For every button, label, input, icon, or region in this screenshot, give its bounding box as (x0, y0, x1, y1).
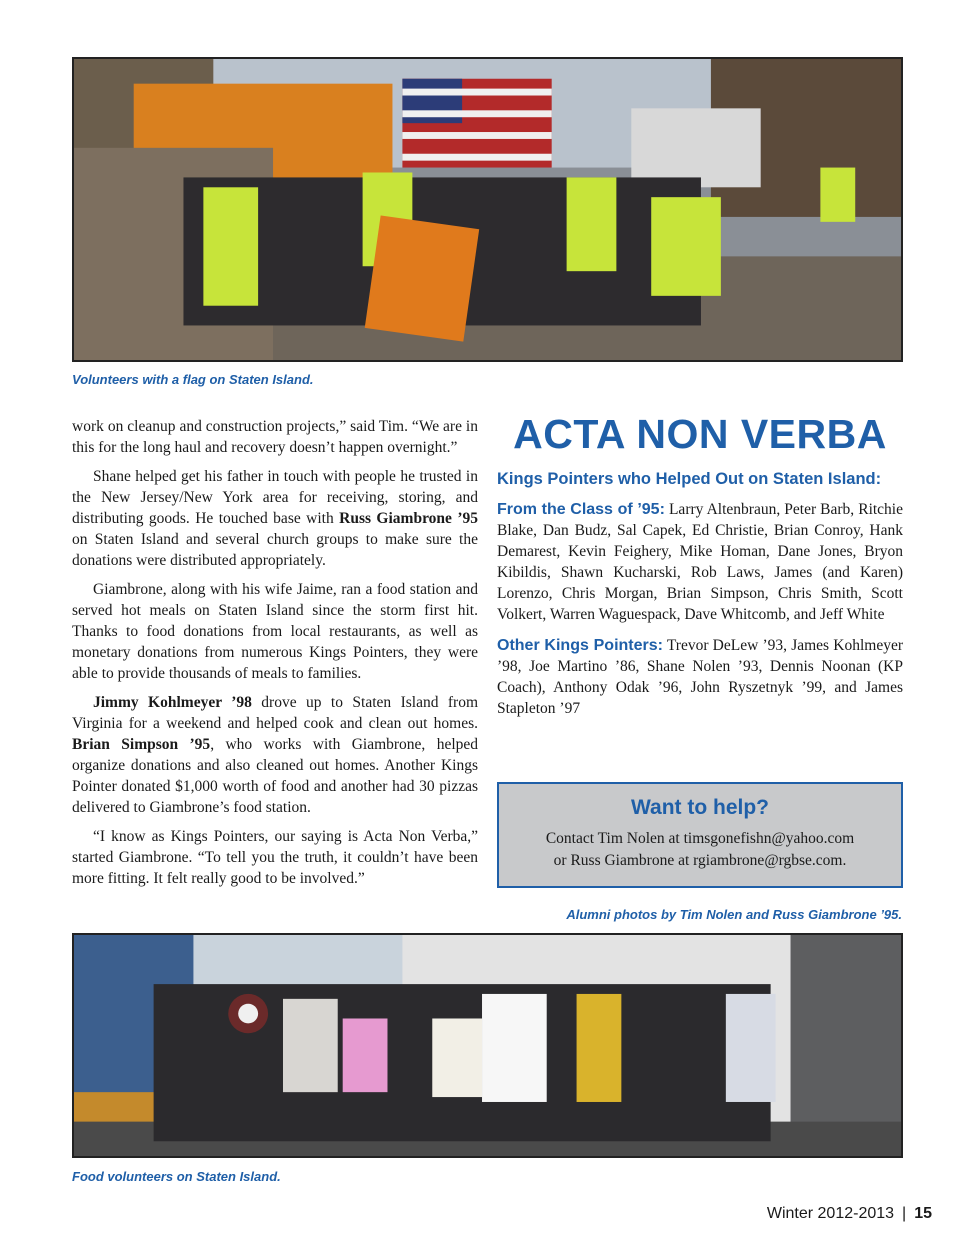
issue-label: Winter 2012-2013 (766, 1205, 895, 1222)
class-95-label: From the Class of ’95: (497, 501, 665, 518)
article-paragraph: Shane helped get his father in touch with people he trusted in the New Jersey/New York area for receiving, storing, and distributing goods. He touched base with Russ Giambrone ’95 on Staten Island and several church groups to make sure the donations were distributed appropriately. (72, 468, 478, 569)
help-contact-russ: or Russ Giambrone at rgiambrone@rgbse.com. (553, 852, 847, 869)
article-paragraph: Jimmy Kohlmeyer ’98 drove up to Staten Island from Virginia for a weekend and helped cook and clean out homes. Brian Simpson ’95, who works with Giambrone, helped organize donations and also cleaned out homes. Another Kings Pointer donated $1,000 worth of food and another had 30 pizzas delivered to Giambrone’s food station. (72, 694, 479, 816)
class-95-list: From the Class of ’95: Larry Altenbraun, Peter Barb, Ritchie Blake, Dan Budz, Sal Capek, Ed Christie, Brian Conroy, Hank Demarest, Kevin Feighery, Mike Homan, Dane Jones, Bryon Kibildis, Shawn Kucharski, Rob Laws, James (and Karen) Lorenzo, Chris Morgan, Brian Simpson, Chris Smith, Scott Volkert, Warren Waguespack, Dave Whitcomb, and Jeff White (497, 501, 903, 623)
article-paragraph: Giambrone, along with his wife Jaime, ran a food station and served hot meals on Staten Island since the storm first hit. Thanks to food donations from local restaurants, as well as monetary donations from numerous Kings Pointers, they were able to provide thousands of meals to families. (72, 581, 478, 682)
other-kings-pointers-label: Other Kings Pointers: (497, 637, 663, 654)
sidebar-headline: ACTA NON VERBA (513, 411, 887, 457)
name-russ-giambrone: Russ Giambrone ’95 (339, 510, 478, 527)
help-title: Want to help? (630, 796, 770, 819)
food-volunteers-photo (72, 933, 903, 1158)
acta-non-verba-sidebar (497, 410, 903, 729)
bottom-photo-caption: Food volunteers on Staten Island. (72, 1169, 281, 1184)
article-body (72, 416, 478, 897)
name-brian-simpson: Brian Simpson ’95 (72, 736, 211, 753)
volunteers-flag-photo (72, 57, 903, 362)
article-paragraph: “I know as Kings Pointers, our saying is Acta Non Verba,” started Giambrone. “To tell you the truth, it couldn’t have been more fitting. It felt really good to be involved.” (72, 828, 478, 887)
other-kings-pointers-list: Other Kings Pointers: Trevor DeLew ’93, James Kohlmeyer ’98, Joe Martino ’86, Shane Nolen ’93, Dennis Noonan (KP Coach), Anthony Odak ’96, John Ryszetnyk ’99, and James Stapleton ’97 (497, 637, 903, 717)
page-number: 15 (914, 1205, 932, 1222)
sidebar-subhead: Kings Pointers who Helped Out on Staten Island: (497, 470, 882, 488)
help-contact-tim: Contact Tim Nolen at timsgonefishn@yahoo.com (545, 830, 855, 847)
footer-separator: | (902, 1205, 907, 1222)
want-to-help-box (497, 782, 903, 888)
name-jimmy-kohlmeyer: Jimmy Kohlmeyer ’98 (93, 694, 252, 711)
page-footer (767, 1205, 932, 1223)
article-paragraph: work on cleanup and construction projects,” said Tim. “We are in this for the long haul and recovery doesn’t happen overnight.” (72, 418, 478, 456)
top-photo-caption: Volunteers with a flag on Staten Island. (72, 372, 314, 387)
photo-credit: Alumni photos by Tim Nolen and Russ Giambrone ’95. (566, 907, 902, 922)
